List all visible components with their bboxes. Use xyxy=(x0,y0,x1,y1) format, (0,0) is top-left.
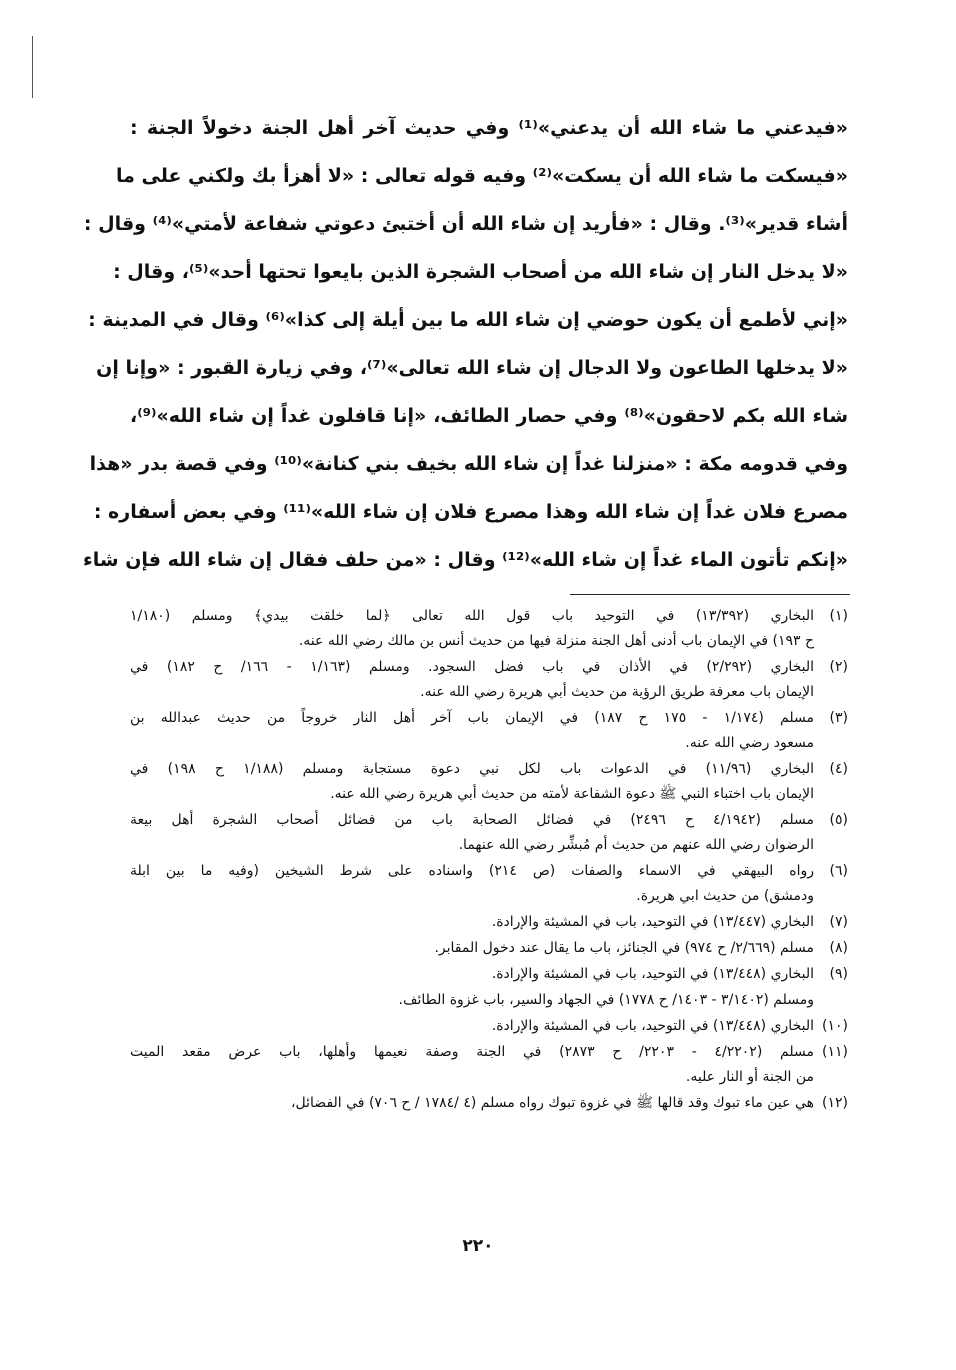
footnote-number: (٩) xyxy=(829,966,848,982)
footnote-number: (١٠) xyxy=(822,1018,848,1034)
footnote-text xyxy=(130,1014,814,1039)
footnote-number: (٧) xyxy=(829,914,848,930)
main-text-line: «لا يدخل النار إن شاء الله من أصحاب الشجرة الذين بايعوا تحتها أحد»⁽⁵⁾، وقال : xyxy=(113,261,848,283)
footnote-text xyxy=(130,1040,814,1090)
page-edge-line xyxy=(32,36,33,98)
footnote-text xyxy=(130,706,814,756)
footnote-line: مسعود رضي الله عنه. xyxy=(685,735,814,751)
footnote-line: مسلم (٢/٦٦٩/ ح ٩٧٤) في الجنائز، باب ما يقال عند دخول المقابر. xyxy=(434,940,814,956)
footnote xyxy=(130,859,848,909)
footnote-text xyxy=(130,604,814,654)
main-text-line: «فيدعني ما شاء الله أن يدعني»⁽¹⁾ وفي حديث آخر أهل الجنة دخولاً الجنة : xyxy=(130,117,848,139)
footnote-text xyxy=(130,910,814,935)
main-text-line: «إنكم تأتون الماء غداً إن شاء الله»⁽¹²⁾ وقال : «من حلف فقال إن شاء الله فإن شاء xyxy=(83,549,848,571)
footnote-text xyxy=(130,808,814,858)
footnotes-section xyxy=(130,604,848,1117)
main-text-line: «إني لأطمع أن يكون حوضي إن شاء الله ما بين أيلة إلى كذا»⁽⁶⁾ وقال في المدينة : xyxy=(88,309,848,331)
main-text-line: مصرع فلان غداً إن شاء الله وهذا مصرع فلان إن شاء الله»⁽¹¹⁾ وفي بعض أسفاره : xyxy=(93,501,848,523)
footnote xyxy=(130,706,848,756)
footnote-number: (١) xyxy=(829,608,848,624)
footnote xyxy=(130,655,848,705)
main-text-body xyxy=(83,104,848,584)
footnote xyxy=(130,988,848,1013)
main-text-line: أشاء قدير»⁽³⁾. وقال : «فأريد إن شاء الله أن أختبئ دعوتي شفاعة لأمتي»⁽⁴⁾ وقال : xyxy=(83,213,848,235)
footnote-number: (٨) xyxy=(829,940,848,956)
footnote-line: البخاري (١٣/٣٩٢) في التوحيد باب قول الله تعالى ﴿لما خلقت بيدي﴾ ومسلم (١/١٨٠ xyxy=(130,608,814,624)
footnote-line: ومسلم (٣/١٤٠٢ - ١٤٠٣/ ح ١٧٧٨) في الجهاد والسير، باب غزوة الطائف. xyxy=(398,992,814,1008)
footnote-line: مسلم (٤/١٩٤٢ ح ٢٤٩٦) في فضائل الصحابة باب من فضائل أصحاب الشجرة أهل بيعة xyxy=(130,812,814,828)
footnote xyxy=(130,1014,848,1039)
footnote-line: ودمشق) من حديث ابي هريرة. xyxy=(636,888,814,904)
footnote xyxy=(130,1040,848,1090)
footnote-number: (٥) xyxy=(829,812,848,828)
main-text-line: «فيسكت ما شاء الله أن يسكت»⁽²⁾ وفيه قوله تعالى : «لا أهزأ بك ولكني على ما xyxy=(115,165,848,187)
footnote-line: البخاري (١٣/٤٤٨) في التوحيد، باب في المشيئة والإرادة. xyxy=(491,1018,814,1034)
footnote-text xyxy=(130,655,814,705)
footnote-text xyxy=(130,936,814,961)
footnote-number: (٣) xyxy=(829,710,848,726)
footnote xyxy=(130,962,848,987)
footnote-line: رواه البيهقي في الاسماء والصفات (ص ٢١٤) واسناده على شرط الشيخين (وفيه ما بين ابلة xyxy=(130,863,814,879)
footnote-line: الإيمان باب اختباء النبي ﷺ دعوة الشفاعة لأمته من حديث أبي هريرة رضي الله عنه. xyxy=(330,786,814,802)
footnote xyxy=(130,1091,848,1116)
footnote-line: مسلم (١/١٧٤ - ١٧٥ ح ١٨٧) في الإيمان باب آخر أهل النار خروجاً من حديث عبدالله بن xyxy=(130,710,814,726)
footnote-separator xyxy=(570,594,850,595)
footnote xyxy=(130,808,848,858)
main-text-line: شاء الله بكم لاحقون»⁽⁸⁾ وفي حصار الطائف، «إنا قافلون غداً إن شاء الله»⁽⁹⁾، xyxy=(130,405,848,427)
main-text-line: «لا يدخلها الطاعون ولا الدجال إن شاء الله تعالى»⁽⁷⁾، وفي زيارة القبور : «وإنا إن xyxy=(96,357,848,379)
footnote-text xyxy=(130,1091,814,1116)
footnote-line: ح ١٩٣) في الإيمان باب أدنى أهل الجنة منزلة فيها من حديث أنس بن مالك رضي الله عنه. xyxy=(298,633,814,649)
footnote xyxy=(130,910,848,935)
footnote-text xyxy=(130,988,814,1013)
page-number: ٢٢٠ xyxy=(462,1236,494,1256)
footnote xyxy=(130,936,848,961)
footnote-line: البخاري (١٣/٤٤٧) في التوحيد، باب في المشيئة والإرادة. xyxy=(491,914,814,930)
footnote-line: من الجنة أو النار عليه. xyxy=(685,1069,814,1085)
footnote xyxy=(130,604,848,654)
footnote-text xyxy=(130,757,814,807)
footnote xyxy=(130,757,848,807)
footnote-number: (١٢) xyxy=(822,1095,848,1111)
footnote-text xyxy=(130,859,814,909)
footnote-line: مسلم (٤/٢٢٠٢ - ٢٢٠٣/ ح ٢٨٧٣) في الجنة وصفة نعيمها وأهلها، باب عرض مقعد الميت xyxy=(130,1044,814,1060)
footnote-line: الرضوان رضي الله عنهم من حديث أم مُبشِّر رضي الله عنهما. xyxy=(458,837,814,853)
main-text-line: وفي قدومه مكة : «منزلنا غداً إن شاء الله بخيف بني كنانة»⁽¹⁰⁾ وفي قصة بدر «هذا xyxy=(89,453,848,475)
footnote-number: (٦) xyxy=(829,863,848,879)
footnote-line: البخاري (١١/٩٦) في الدعوات باب لكل نبي دعوة مستجابة ومسلم (١/١٨٨ ح ١٩٨) في xyxy=(130,761,814,777)
footnote-line: الإيمان باب معرفة طريق الرؤية من حديث أبي هريرة رضي الله عنه. xyxy=(420,684,814,700)
footnote-number: (١١) xyxy=(822,1044,848,1060)
footnote-line: البخاري (١٣/٤٤٨) في التوحيد، باب في المشيئة والإرادة. xyxy=(491,966,814,982)
footnote-line: البخاري (٢/٢٩٢) في الأذان في باب فضل السجود. ومسلم (١/١٦٣ - ١٦٦/ ح ١٨٢) في xyxy=(130,659,815,675)
footnote-number: (٤) xyxy=(829,761,848,777)
footnote-line: هي عين ماء تبوك وقد قالها ﷺ في غزوة تبوك رواه مسلم (٤ /١٧٨٤ / ح ٧٠٦) في الفضائل، xyxy=(291,1095,814,1111)
footnote-number: (٢) xyxy=(829,659,848,675)
footnote-text xyxy=(130,962,814,987)
